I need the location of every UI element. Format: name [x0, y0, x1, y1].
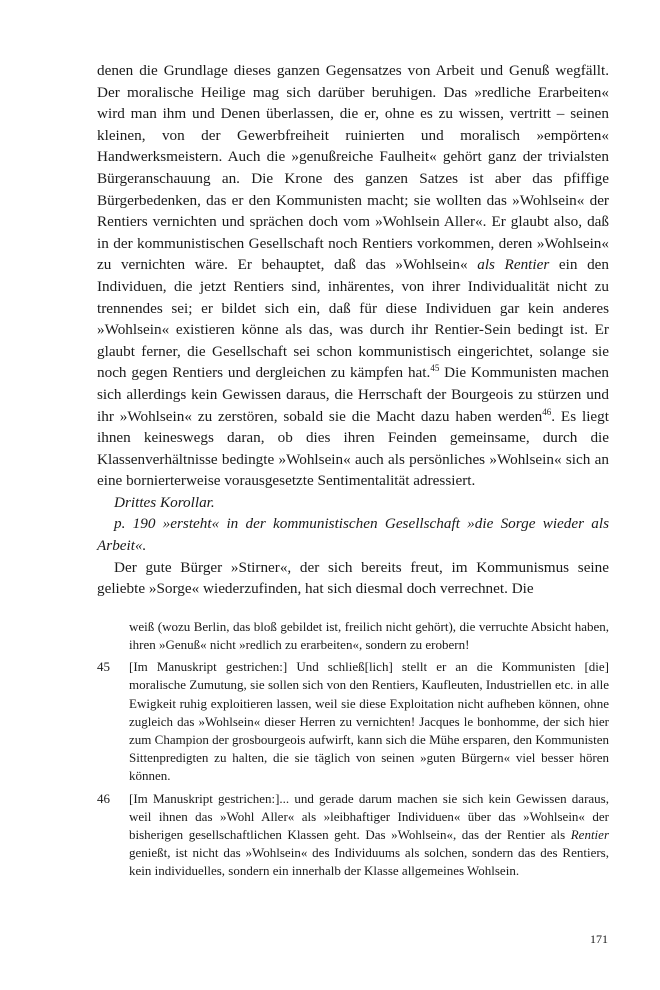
footnote-ref-45[interactable]: 45: [430, 363, 440, 374]
footnote-continuation: weiß (wozu Berlin, das bloß gebildet ist, freilich nicht gehört), die verruchte Absicht haben, ihren »Genuß« nicht »redlich zu erarbeiten«, sondern zu erobern!: [129, 618, 609, 653]
quote-paragraph: p. 190 »ersteht« in der kommunistischen Gesellschaft »die Sorge wieder als Arbeit«.: [97, 515, 609, 555]
heading-drittes-korollar: Drittes Korollar.: [114, 493, 215, 511]
text-span: . Es liegt ihnen keineswegs daran, ob dies ihren Feinden gemeinsame, durch die Klassenverhältnisse bedingte »Wohlsein« auch als persönliches »Wohlsein« sich an eine bornierterweise vorausgesetzte Sentimentalität adressiert.: [97, 407, 609, 490]
page-content: [97, 60, 609, 885]
footnote-number: 46: [97, 790, 110, 806]
page-number: 171: [590, 932, 608, 946]
footnote-ref-46[interactable]: 46: [542, 406, 552, 417]
emphasis-span: Rentier: [570, 827, 609, 843]
text-span: genießt, ist nicht das »Wohlsein« des Individuums als solchen, sondern das des Rentiers, kein individuelles, sondern ein innerhalb der Klasse allgemeines Wohlsein.: [129, 845, 609, 879]
text-span: ein den Individuen, die jetzt Rentiers sind, inhärentes, von ihrer Individualität nicht zu trennendes sei; er bildet sich ein, daß für diese Individuen gar kein anderes »Wohlsein« existieren könne als das, was durch ihr Rentier-Sein bedingt ist. Er glaubt ferner, die Gesellschaft sei schon kommunistisch eingerichtet, solange sie noch gegen Rentiers und dergleichen zu kämpfen hat.: [97, 256, 609, 382]
paragraph-rentiers: [97, 60, 609, 492]
text-span: denen die Grundlage dieses ganzen Gegensatzes von Arbeit und Genuß wegfällt. Der moralische Heilige mag sich darüber beruhigen. Das »redliche Erarbeiten« wird man ihm und Denen überlassen, die er, ohne es zu wissen, vertritt – seinen kleinen, von der Gewerbfreiheit ruinierten und moralisch »empörten« Handwerksmeistern. Auch die »genußreiche Faulheit« gehört ganz der trivialsten Bürgeranschauung an. Die Krone des ganzen Satzes ist aber das pfiffige Bürgerbedenken, das er den Kommunisten macht; sie wollten das »Wohlsein« der Rentiers vernichten und sprächen doch vom »Wohlsein Aller«. Er glaubt also, daß in der kommunistischen Gesellschaft noch Rentiers vorkommen, deren »Wohlsein« zu vernichten wäre. Er behauptet, daß das »Wohlsein«: [97, 62, 609, 274]
footnote-text: [129, 790, 609, 881]
text-span: [Im Manuskript gestrichen:]... und gerade darum machen sie sich kein Gewissen daraus, weil ihnen das »Wohl Aller« als »leibhaftiger Individuen« über das »Wohlsein« der bisherigen gesellschaftlichen Klassen geht. Das »Wohlsein«, das der Rentier als: [129, 790, 609, 843]
text-span: Die Kommunisten machen sich allerdings kein Gewissen daraus, die Herrschaft der Bourgeois zu stürzen und ihr »Wohlsein« zu zerstören, sobald sie die Macht dazu haben werden: [97, 364, 610, 425]
footnote-46: [97, 790, 609, 881]
footnote-text: [Im Manuskript gestrichen:] Und schließ[lich] stellt er an die Kommunisten [die] moralische Zumutung, sie sollen sich von den Rentiers, Kaufleuten, Industriellen etc. in alle Ewigkeit ruhig exploitieren lassen, weil sie diese Exploitation nicht aufheben können, ohne zugleich das »Wohlsein« dieser Herren zu vernichten! Jacques le bonhomme, der sich hier zum Champion der grosbourgeois aufwirft, kann sich die Mühe ersparen, den Kommunisten Sittenpredigten zu halten, die sie täglich von seinen »guten Bürgern« viel besser hören können.: [129, 659, 609, 784]
footnote-number: 45: [97, 659, 110, 675]
emphasis-span: als Rentier: [477, 256, 550, 274]
main-text: [97, 60, 609, 600]
paragraph-stirner: Der gute Bürger »Stirner«, der sich bereits freut, im Kommunismus seine geliebte »Sorge« wiederzufinden, hat sich diesmal doch verrechnet. Die: [97, 558, 609, 598]
footnotes: [97, 618, 609, 881]
footnote-45: [97, 658, 609, 785]
